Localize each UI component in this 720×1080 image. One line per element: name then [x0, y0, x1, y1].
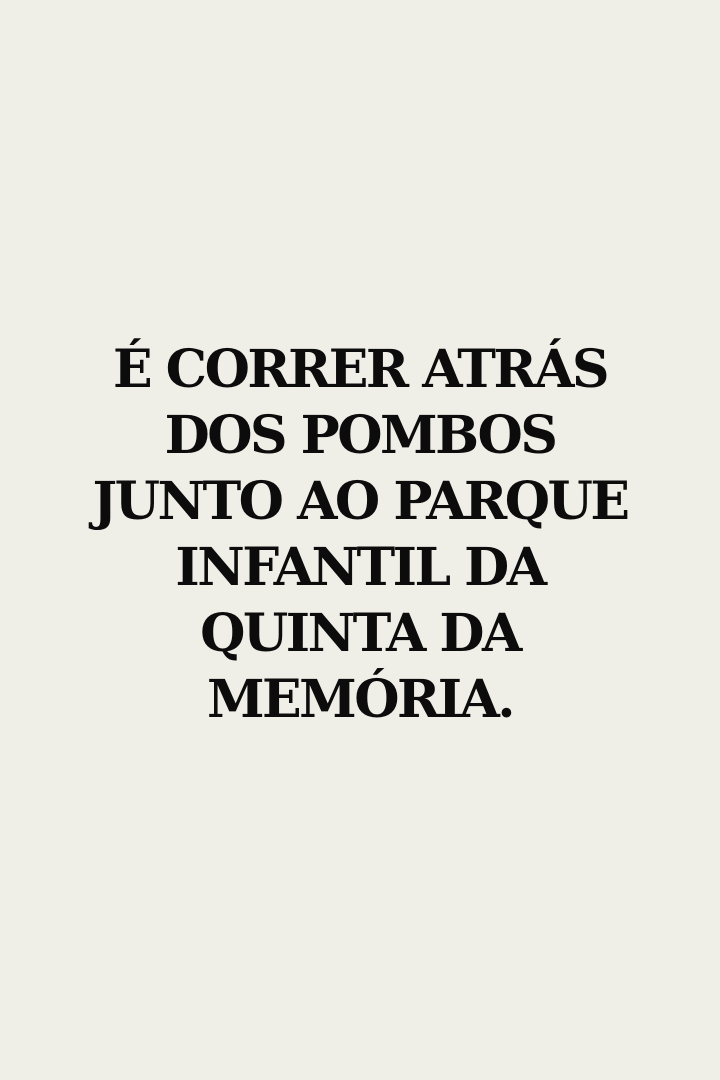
quote-line-3: JUNTO AO PARQUE: [92, 471, 628, 532]
quote-text: [0, 337, 720, 733]
quote-line-5: QUINTA DA: [200, 603, 520, 664]
quote-line-2: DOS POMBOS: [164, 405, 556, 466]
quote-line-1: É CORRER ATRÁS: [112, 339, 608, 400]
quote-line-4: INFANTIL DA: [175, 537, 545, 598]
quote-line-6: MEMÓRIA.: [206, 669, 514, 730]
